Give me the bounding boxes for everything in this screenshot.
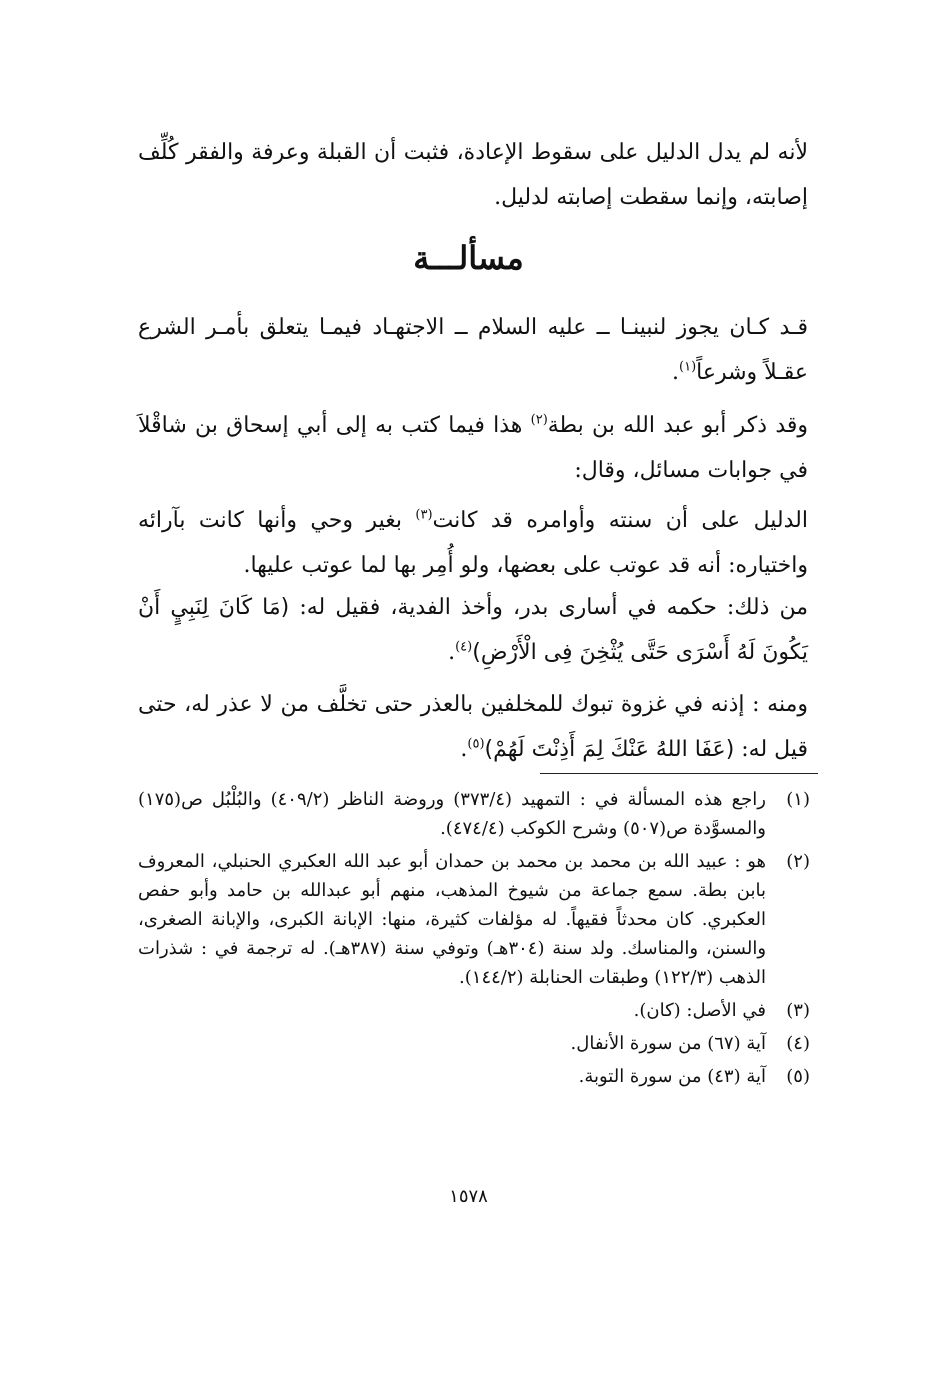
footnote-text: راجع هذه المسألة في : التمهيد (٣٧٣/٤) وروضة الناظر (٤٠٩/٢) والبُلْبُل ص(١٧٥) والمسوَّدة ص(٥٠٧) وشرح الكوكب (٤٧٤/٤). xyxy=(138,789,766,839)
paragraph-4-text: من ذلك: حكمه في أسارى بدر، وأخذ الفدية، فقيل له: xyxy=(289,595,808,620)
paragraph-3-text-b: بغير وحي وأنها كانت بآرائه واختياره: أنه قد عوتب على بعضها، ولو أُمِر بها لما عوتب عليها. xyxy=(138,508,808,578)
paragraph-5 xyxy=(138,682,808,772)
footnote-ref-5: (٥) xyxy=(467,736,485,752)
paragraph-3-text-a: الدليل على أن سنته وأوامره قد كانت xyxy=(432,508,808,533)
footnote-item xyxy=(138,1029,810,1058)
footnote-divider xyxy=(540,773,818,774)
footnote-number: (٥) xyxy=(786,1066,810,1087)
intro-paragraph xyxy=(138,130,808,220)
footnote-number: (٤) xyxy=(786,1033,810,1054)
paragraph-1-text: قـد كـان يجوز لنبينـا ــ عليه السلام ــ الاجتهـاد فيمـا يتعلق بأمـر الشرع عقـلاً وشرعاً xyxy=(138,315,808,385)
paragraph-2-text-b: هذا فيما كتب به إلى أبي إسحاق بن شاقْلاَ في جوابات مسائل، وقال: xyxy=(138,413,808,483)
paragraph-1-end: . xyxy=(672,360,679,385)
paragraph-2-text-a: وقد ذكر أبو عبد الله بن بطة xyxy=(547,413,809,438)
footnotes-section xyxy=(138,785,810,1095)
footnote-item xyxy=(138,785,810,843)
paragraph-3 xyxy=(138,498,808,588)
quran-verse-anfal: (مَا كَانَ لِنَبِيٍ أَنْ يَكُونَ لَهُ أَسْرَى حَتَّى يُثْخِنَ فِى الْأَرْضِ) xyxy=(138,595,808,665)
page-number: ١٥٧٨ xyxy=(449,1186,488,1207)
paragraph-4-end: . xyxy=(448,640,456,665)
footnote-number: (٢) xyxy=(786,851,810,872)
footnote-number: (٣) xyxy=(786,1000,810,1021)
intro-text: لأنه لم يدل الدليل على سقوط الإعادة، فثبت أن القبلة وعرفة والفقر كُلِّف إصابته، وإنما سقطت إصابته لدليل. xyxy=(138,140,808,210)
section-heading: مسألـــة xyxy=(413,239,524,277)
footnote-text: في الأصل: (كان). xyxy=(633,1000,766,1021)
paragraph-5-text: ومنه : إذنه في غزوة تبوك للمخلفين بالعذر حتى تخلَّف من لا عذر له، حتى قيل له: xyxy=(138,692,808,762)
footnote-item xyxy=(138,1062,810,1091)
footnote-ref-4: (٤) xyxy=(455,639,473,655)
quran-verse-tawbah: (عَفَا اللهُ عَنْكَ لِمَ أَذِنْتَ لَهُمْ) xyxy=(484,737,735,762)
footnote-ref-1: (١) xyxy=(679,359,697,375)
footnote-ref-2: (٢) xyxy=(530,412,548,428)
footnote-item xyxy=(138,847,810,992)
paragraph-5-end: . xyxy=(460,737,468,762)
footnote-ref-3: (٣) xyxy=(415,507,433,523)
paragraph-4 xyxy=(138,585,808,675)
footnote-number: (١) xyxy=(786,789,810,810)
footnote-text: آية (٤٣) من سورة التوبة. xyxy=(578,1066,766,1087)
paragraph-1 xyxy=(138,305,808,395)
footnote-item xyxy=(138,996,810,1025)
footnote-text: آية (٦٧) من سورة الأنفال. xyxy=(570,1033,766,1054)
footnote-text: هو : عبيد الله بن محمد بن محمد بن حمدان أبو عبد الله العكبري الحنبلي، المعروف بابن بطة. سمع جماعة من شيوخ المذهب، منهم أبو عبدالله بن حامد وأبو حفص العكبري. كان محدثاً فقيهاً. له مؤلفات كثيرة، منها: الإبانة الكبرى، والإبانة الصغرى، والسنن، والمناسك. ولد سنة (٣٠٤هـ) وتوفي سنة (٣٨٧هـ). له ترجمة في : شذرات الذهب (١٢٢/٣) وطبقات الحنابلة (١٤٤/٢). xyxy=(138,851,767,988)
paragraph-2 xyxy=(138,403,808,493)
